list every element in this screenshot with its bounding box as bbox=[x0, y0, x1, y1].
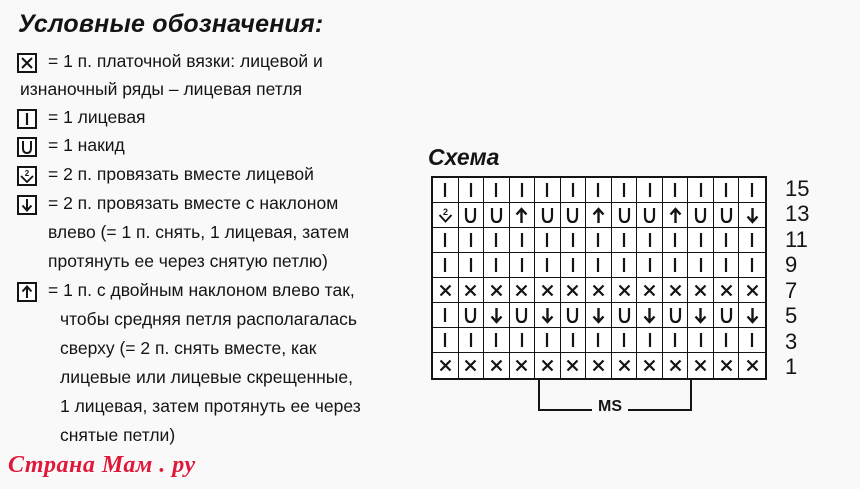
x-mark-icon bbox=[490, 284, 503, 297]
chart-cell bbox=[739, 228, 765, 253]
x-mark-icon bbox=[566, 284, 579, 297]
u-mark-icon bbox=[515, 307, 528, 323]
chart-cell bbox=[510, 228, 536, 253]
vertical-bar-icon bbox=[645, 182, 655, 198]
u-mark-icon bbox=[720, 207, 733, 223]
legend-text-knit: = 1 лицевая bbox=[48, 107, 146, 127]
u-mark-icon bbox=[566, 207, 579, 223]
chart-cell bbox=[637, 178, 663, 203]
chart-cell bbox=[739, 253, 765, 278]
vertical-bar-icon bbox=[670, 257, 680, 273]
chart-cell bbox=[459, 178, 485, 203]
vertical-bar-icon bbox=[619, 232, 629, 248]
chart-cell bbox=[586, 178, 612, 203]
chart-cell bbox=[459, 328, 485, 353]
row-number: 11 bbox=[785, 226, 808, 252]
chart-cell bbox=[433, 178, 459, 203]
vertical-bar-icon bbox=[670, 182, 680, 198]
legend-text-sk2p-cont5: снятые петли) bbox=[60, 425, 176, 445]
chart-cell bbox=[739, 203, 765, 228]
x-mark-icon bbox=[515, 359, 528, 372]
x-mark-icon bbox=[566, 359, 579, 372]
chart-cell bbox=[663, 328, 689, 353]
repeat-label: MS bbox=[592, 398, 628, 416]
vertical-bar-icon bbox=[721, 332, 731, 348]
chart-cell bbox=[510, 303, 536, 328]
vertical-bar-icon bbox=[17, 109, 37, 129]
vertical-bar-icon bbox=[568, 332, 578, 348]
chart-cell bbox=[433, 353, 459, 378]
u-mark-icon bbox=[566, 307, 579, 323]
chart-cell bbox=[459, 278, 485, 303]
row-number: 1 bbox=[785, 354, 798, 380]
chart-cell bbox=[561, 303, 587, 328]
chart-cell bbox=[510, 178, 536, 203]
arrow-up-icon bbox=[592, 207, 605, 224]
knitting-chart bbox=[431, 176, 767, 380]
chart-cell bbox=[586, 303, 612, 328]
row-number: 15 bbox=[785, 175, 810, 201]
chart-cell bbox=[612, 253, 638, 278]
x-mark-icon bbox=[618, 359, 631, 372]
x-mark-icon bbox=[439, 359, 452, 372]
chart-cell bbox=[714, 278, 740, 303]
vertical-bar-icon bbox=[440, 182, 450, 198]
chart-cell bbox=[561, 228, 587, 253]
arrow-down-icon bbox=[17, 195, 37, 215]
u-mark-icon bbox=[720, 307, 733, 323]
x-mark-icon bbox=[490, 359, 503, 372]
chart-cell bbox=[714, 228, 740, 253]
vertical-bar-icon bbox=[568, 232, 578, 248]
chart-cell bbox=[663, 203, 689, 228]
chart-cell bbox=[459, 203, 485, 228]
chart-cell bbox=[459, 228, 485, 253]
u-mark-icon bbox=[17, 137, 37, 157]
vertical-bar-icon bbox=[466, 257, 476, 273]
vertical-bar-icon bbox=[466, 182, 476, 198]
chart-cell bbox=[586, 278, 612, 303]
chart-cell bbox=[535, 303, 561, 328]
chart-cell bbox=[663, 303, 689, 328]
vertical-bar-icon bbox=[696, 232, 706, 248]
x-mark-icon bbox=[541, 284, 554, 297]
chart-cell bbox=[586, 203, 612, 228]
chart-cell bbox=[637, 353, 663, 378]
vertical-bar-icon bbox=[645, 257, 655, 273]
chart-cell bbox=[484, 228, 510, 253]
x-mark-icon bbox=[720, 359, 733, 372]
chart-cell bbox=[637, 303, 663, 328]
legend-text-skp-cont2: протянуть ее через снятую петлю) bbox=[48, 251, 328, 271]
chart-cell bbox=[714, 328, 740, 353]
x-mark-icon bbox=[17, 53, 37, 73]
vertical-bar-icon bbox=[696, 257, 706, 273]
vertical-bar-icon bbox=[593, 182, 603, 198]
chart-cell bbox=[459, 253, 485, 278]
chart-cell bbox=[663, 178, 689, 203]
vertical-bar-icon bbox=[542, 332, 552, 348]
x-mark-icon bbox=[746, 284, 759, 297]
vertical-bar-icon bbox=[593, 257, 603, 273]
chart-cell bbox=[561, 253, 587, 278]
legend-text-skp-cont1: влево (= 1 п. снять, 1 лицевая, затем bbox=[48, 222, 350, 242]
vertical-bar-icon bbox=[645, 332, 655, 348]
chart-cell bbox=[612, 328, 638, 353]
x-mark-icon bbox=[592, 359, 605, 372]
vertical-bar-icon bbox=[440, 232, 450, 248]
chart-cell bbox=[714, 178, 740, 203]
vertical-bar-icon bbox=[747, 182, 757, 198]
legend-text-sk2p-cont3: лицевые или лицевые скрещенные, bbox=[60, 367, 353, 387]
chart-cell bbox=[535, 228, 561, 253]
vertical-bar-icon bbox=[542, 182, 552, 198]
x-mark-icon bbox=[618, 284, 631, 297]
chart-cell bbox=[688, 278, 714, 303]
chart-cell bbox=[433, 328, 459, 353]
chart-cell bbox=[433, 303, 459, 328]
vertical-bar-icon bbox=[619, 332, 629, 348]
legend-text-k2tog: = 2 п. провязать вместе лицевой bbox=[48, 164, 314, 184]
chart-cell bbox=[484, 303, 510, 328]
u-mark-icon bbox=[618, 207, 631, 223]
u-mark-icon bbox=[464, 207, 477, 223]
chart-cell bbox=[561, 353, 587, 378]
x-mark-icon bbox=[694, 359, 707, 372]
vertical-bar-icon bbox=[568, 257, 578, 273]
chart-cell bbox=[484, 178, 510, 203]
chart-cell bbox=[535, 278, 561, 303]
u-mark-icon bbox=[618, 307, 631, 323]
chart-cell bbox=[714, 203, 740, 228]
chart-cell bbox=[535, 178, 561, 203]
x-mark-icon bbox=[669, 359, 682, 372]
chart-cell bbox=[561, 178, 587, 203]
x-mark-icon bbox=[464, 284, 477, 297]
chart-cell bbox=[535, 253, 561, 278]
vertical-bar-icon bbox=[542, 257, 552, 273]
chart-cell bbox=[637, 253, 663, 278]
legend-text-sk2p: = 1 п. с двойным наклоном влево так, bbox=[48, 280, 355, 300]
vertical-bar-icon bbox=[491, 182, 501, 198]
legend-text-sk2p-cont4: 1 лицевая, затем протянуть ее через bbox=[60, 396, 361, 416]
arrow-down-icon bbox=[694, 307, 707, 324]
chart-cell bbox=[663, 353, 689, 378]
vertical-bar-icon bbox=[721, 182, 731, 198]
arrow-up-icon bbox=[515, 207, 528, 224]
chart-cell bbox=[688, 228, 714, 253]
chart-cell bbox=[612, 353, 638, 378]
chart-cell bbox=[612, 203, 638, 228]
vertical-bar-icon bbox=[491, 232, 501, 248]
vertical-bar-icon bbox=[542, 232, 552, 248]
chart-cell bbox=[484, 328, 510, 353]
chart-cell bbox=[688, 328, 714, 353]
vertical-bar-icon bbox=[721, 257, 731, 273]
vertical-bar-icon bbox=[747, 332, 757, 348]
vertical-bar-icon bbox=[619, 257, 629, 273]
chart-cell bbox=[561, 203, 587, 228]
chart-cell bbox=[637, 228, 663, 253]
u-mark-icon bbox=[669, 307, 682, 323]
x-mark-icon bbox=[592, 284, 605, 297]
legend-text-x: = 1 п. платочной вязки: лицевой и bbox=[48, 51, 323, 71]
chart-cell bbox=[637, 328, 663, 353]
chart-cell bbox=[612, 303, 638, 328]
svg-text:2: 2 bbox=[442, 207, 448, 217]
chart-cell bbox=[637, 278, 663, 303]
x-mark-icon bbox=[694, 284, 707, 297]
vertical-bar-icon bbox=[747, 232, 757, 248]
legend bbox=[0, 0, 410, 489]
vertical-bar-icon bbox=[747, 257, 757, 273]
vertical-bar-icon bbox=[491, 257, 501, 273]
legend-title: Условные обозначения: bbox=[18, 10, 324, 38]
chart-cell bbox=[663, 253, 689, 278]
chart-cell bbox=[739, 303, 765, 328]
arrow-down-icon bbox=[541, 307, 554, 324]
chart-cell bbox=[459, 303, 485, 328]
row-number: 7 bbox=[785, 277, 798, 303]
vertical-bar-icon bbox=[645, 232, 655, 248]
vertical-bar-icon bbox=[568, 182, 578, 198]
chart-cell bbox=[510, 328, 536, 353]
chart-cell bbox=[714, 253, 740, 278]
chart-cell bbox=[561, 328, 587, 353]
vertical-bar-icon bbox=[491, 332, 501, 348]
chart-cell bbox=[484, 278, 510, 303]
chart-cell bbox=[612, 278, 638, 303]
chart-cell bbox=[433, 203, 459, 228]
x-mark-icon bbox=[643, 284, 656, 297]
chart-cell bbox=[510, 353, 536, 378]
vertical-bar-icon bbox=[466, 232, 476, 248]
chart-cell bbox=[739, 178, 765, 203]
chart-cell bbox=[586, 328, 612, 353]
x-mark-icon bbox=[515, 284, 528, 297]
u-mark-icon bbox=[643, 207, 656, 223]
chart-cell bbox=[688, 178, 714, 203]
chart-cell bbox=[586, 228, 612, 253]
arrow-up-icon bbox=[669, 207, 682, 224]
vertical-bar-icon bbox=[517, 232, 527, 248]
chart-cell bbox=[714, 303, 740, 328]
chart-cell bbox=[484, 353, 510, 378]
chart-cell bbox=[688, 353, 714, 378]
vertical-bar-icon bbox=[440, 307, 450, 323]
chart-cell bbox=[535, 203, 561, 228]
x-mark-icon bbox=[643, 359, 656, 372]
chart-cell bbox=[535, 328, 561, 353]
x-mark-icon bbox=[720, 284, 733, 297]
chart-cell bbox=[739, 353, 765, 378]
u-mark-icon bbox=[541, 207, 554, 223]
chart-cell bbox=[433, 228, 459, 253]
legend-text-sk2p-cont1: чтобы средняя петля располагалась bbox=[60, 309, 357, 329]
chart-cell bbox=[561, 278, 587, 303]
chart-cell bbox=[688, 203, 714, 228]
vertical-bar-icon bbox=[440, 257, 450, 273]
arrow-up-icon bbox=[17, 282, 37, 302]
chart-cell bbox=[739, 328, 765, 353]
two-together-icon bbox=[438, 207, 453, 223]
legend-text-sk2p-cont2: сверху (= 2 п. снять вместе, как bbox=[60, 338, 317, 358]
arrow-down-icon bbox=[490, 307, 503, 324]
arrow-down-icon bbox=[746, 307, 759, 324]
schema-title: Схема bbox=[428, 144, 500, 170]
chart-cell bbox=[586, 353, 612, 378]
vertical-bar-icon bbox=[670, 232, 680, 248]
chart-cell bbox=[433, 253, 459, 278]
chart-cell bbox=[612, 228, 638, 253]
chart-cell bbox=[484, 253, 510, 278]
chart-cell bbox=[535, 353, 561, 378]
u-mark-icon bbox=[490, 207, 503, 223]
vertical-bar-icon bbox=[593, 332, 603, 348]
row-number: 3 bbox=[785, 328, 798, 354]
chart-cell bbox=[510, 253, 536, 278]
vertical-bar-icon bbox=[593, 232, 603, 248]
chart-cell bbox=[586, 253, 612, 278]
chart-cell bbox=[663, 278, 689, 303]
row-number: 13 bbox=[785, 201, 810, 227]
chart-cell bbox=[459, 353, 485, 378]
vertical-bar-icon bbox=[619, 182, 629, 198]
vertical-bar-icon bbox=[696, 332, 706, 348]
chart-cell bbox=[637, 203, 663, 228]
chart-cell bbox=[739, 278, 765, 303]
chart-cell bbox=[688, 253, 714, 278]
vertical-bar-icon bbox=[696, 182, 706, 198]
arrow-down-icon bbox=[746, 207, 759, 224]
watermark: Страна Мам . ру bbox=[8, 452, 196, 478]
x-mark-icon bbox=[746, 359, 759, 372]
vertical-bar-icon bbox=[440, 332, 450, 348]
chart-cell bbox=[714, 353, 740, 378]
vertical-bar-icon bbox=[517, 182, 527, 198]
two-together-icon bbox=[17, 166, 37, 186]
svg-text:2: 2 bbox=[24, 169, 30, 178]
vertical-bar-icon bbox=[517, 257, 527, 273]
chart-cell bbox=[663, 228, 689, 253]
x-mark-icon bbox=[541, 359, 554, 372]
row-number: 5 bbox=[785, 303, 798, 329]
chart-cell bbox=[510, 203, 536, 228]
x-mark-icon bbox=[439, 284, 452, 297]
u-mark-icon bbox=[464, 307, 477, 323]
vertical-bar-icon bbox=[721, 232, 731, 248]
chart-cell bbox=[612, 178, 638, 203]
vertical-bar-icon bbox=[670, 332, 680, 348]
chart-cell bbox=[688, 303, 714, 328]
arrow-down-icon bbox=[592, 307, 605, 324]
legend-text-yarn-over: = 1 накид bbox=[48, 135, 125, 155]
chart-cell bbox=[433, 278, 459, 303]
legend-text-x-cont: изнаночный ряды – лицевая петля bbox=[20, 79, 303, 99]
x-mark-icon bbox=[669, 284, 682, 297]
u-mark-icon bbox=[694, 207, 707, 223]
vertical-bar-icon bbox=[517, 332, 527, 348]
x-mark-icon bbox=[464, 359, 477, 372]
vertical-bar-icon bbox=[466, 332, 476, 348]
legend-text-skp: = 2 п. провязать вместе с наклоном bbox=[48, 193, 339, 213]
chart-cell bbox=[510, 278, 536, 303]
row-number: 9 bbox=[785, 252, 798, 278]
chart-cell bbox=[484, 203, 510, 228]
arrow-down-icon bbox=[643, 307, 656, 324]
